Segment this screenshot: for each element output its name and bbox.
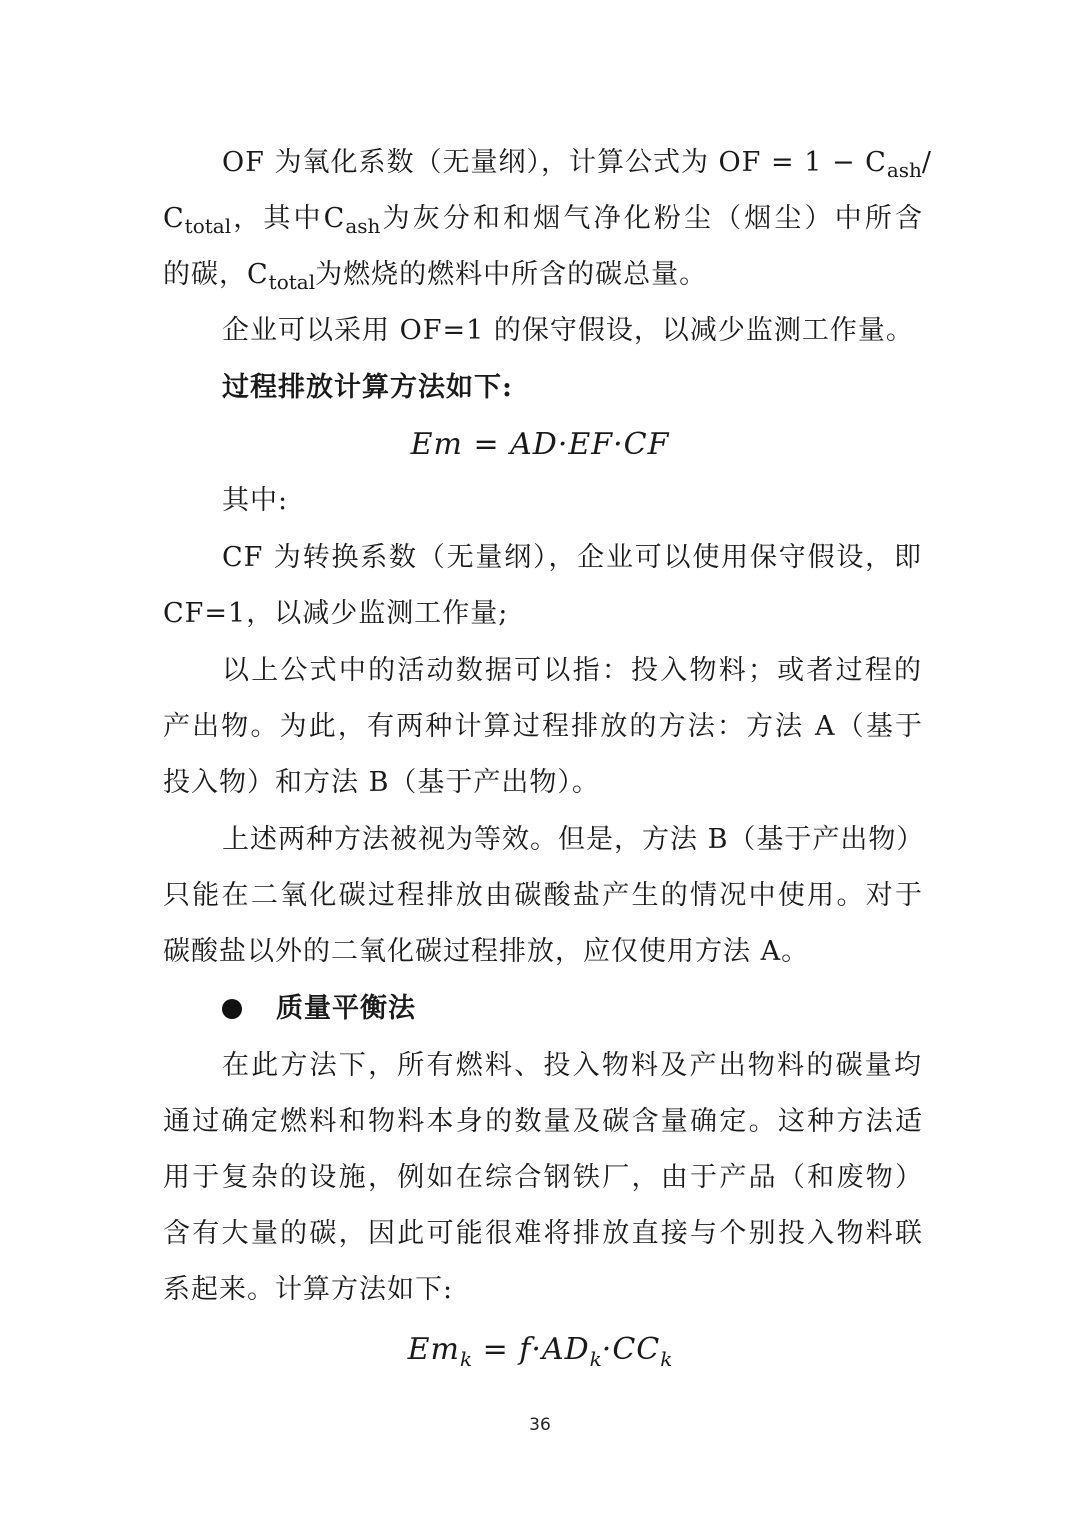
activity-paragraph-line-3: 投入物）和方法 B（基于产出物）。	[163, 767, 600, 798]
mass-balance-paragraph-line-1: 在此方法下，所有燃料、投入物料及产出物料的碳量均	[222, 1050, 922, 1081]
process-emission-formula: Em = AD·EF·CF	[410, 427, 670, 462]
page-number: 36	[529, 1415, 551, 1435]
mass-balance-paragraph-line-3: 用于复杂的设施，例如在综合钢铁厂，由于产品（和废物）	[163, 1162, 923, 1193]
mass-balance-formula: $Em_k = f\cdot AD_k\cdot CC_k$	[407, 1332, 673, 1371]
cf-paragraph-line-2: CF=1，以减少监测工作量;	[163, 598, 509, 629]
bullet-icon	[222, 999, 242, 1019]
where-label: 其中:	[222, 485, 289, 516]
equivalent-paragraph-line-1: 上述两种方法被视为等效。但是，方法 B（基于产出物）	[222, 824, 925, 855]
process-emission-heading: 过程排放计算方法如下:	[222, 372, 513, 403]
equivalent-paragraph-line-2: 只能在二氧化碳过程排放由碳酸盐产生的情况中使用。对于	[163, 880, 923, 911]
activity-paragraph-line-1: 以上公式中的活动数据可以指：投入物料；或者过程的	[222, 655, 922, 686]
of-paragraph-line-1: OF 为氧化系数（无量纲），计算公式为 OF = $1 - C_{ash}/$	[222, 147, 933, 182]
of-paragraph-line-3: 的碳，$C_{total}$为燃烧的燃料中所含的碳总量。	[163, 259, 708, 294]
mass-balance-paragraph-line-2: 通过确定燃料和物料本身的数量及碳含量确定。这种方法适	[163, 1106, 923, 1137]
of-paragraph-line-2: $C_{total}$，其中$C_{ash}$为灰分和和烟气净化粉尘（烟尘）中所含	[163, 203, 923, 238]
cf-paragraph-line-1: CF 为转换系数（无量纲），企业可以使用保守假设，即	[222, 542, 922, 573]
activity-paragraph-line-2: 产出物。为此，有两种计算过程排放的方法：方法 A（基于	[163, 711, 923, 742]
conservative-paragraph: 企业可以采用 OF=1 的保守假设，以减少监测工作量。	[222, 315, 914, 346]
equivalent-paragraph-line-3: 碳酸盐以外的二氧化碳过程排放，应仅使用方法 A。	[163, 936, 810, 967]
mass-balance-paragraph-line-5: 系起来。计算方法如下:	[163, 1274, 454, 1305]
mass-balance-paragraph-line-4: 含有大量的碳，因此可能很难将排放直接与个别投入物料联	[163, 1218, 923, 1249]
mass-balance-heading: 质量平衡法	[222, 989, 922, 1029]
